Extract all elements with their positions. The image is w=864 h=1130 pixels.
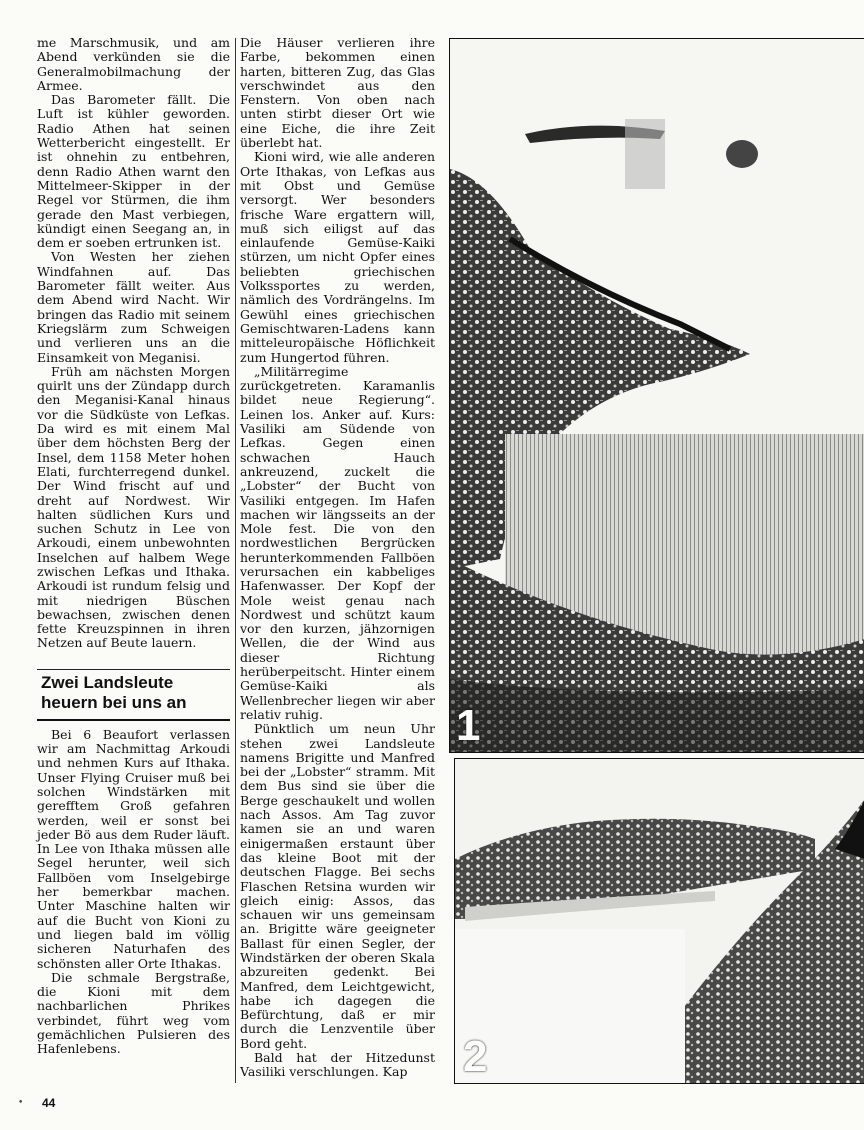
paragraph: Die schmale Bergstraße, die Kioni mit dem nachbarlichen Phrikes verbindet, führt weg vom gemächlichen Pulsieren des Hafenlebens. bbox=[37, 969, 230, 1057]
margin-dot: • bbox=[18, 1098, 24, 1108]
text-column-1 bbox=[37, 36, 230, 1057]
paragraph: Die Häuser verlieren ihre Farbe, bekommen einen harten, bitteren Zug, das Glas verschwindet aus den Fenstern. Von oben nach unten stirbt dieser Ort wie eine Eiche, die ihre Zeit überlebt hat. bbox=[240, 35, 435, 151]
headline-line: heuern bei uns an bbox=[41, 692, 187, 712]
column-rule bbox=[235, 38, 236, 1083]
page-number: 44 bbox=[42, 1096, 56, 1110]
photo-1-image bbox=[450, 39, 864, 752]
photo-number: 1 bbox=[456, 701, 481, 750]
section-headline bbox=[41, 673, 230, 713]
paragraph: „Militärregime zurückgetreten. Karamanlis bildet neue Regierung“. Leinen los. Anker auf. Kurs: Vasiliki am Südende von Lefkas. Gegen einen schwachen Hauch ankreuzend, zuckelt die „Lobster“ der Bucht von Vasiliki entgegen. Im Hafen machen wir längsseits an der Mole fest. Die von den nordwestlichen Bergrücken herunterkommenden Fallböen verursachen ein kabbeliges Hafenwasser. Der Kopf der Mole weist genau nach Nordwest und schützt kaum vor den kurzen, jähzornigen Wellen, die der Wind aus dieser Richtung herüberpeitscht. Hinter einem Gemüse-Kaiki als Wellenbrecher liegen wir aber relativ ruhig. bbox=[240, 363, 435, 722]
paragraph: Pünktlich um neun Uhr stehen zwei Landsleute namens Brigitte und Manfred bei der „Lobster“ stramm. Mit dem Bus sind sie über die Berge geschaukelt und wollen nach Assos. Am Tag zuvor kamen sie an und waren einigermaßen erstaunt über das kleine Boot mit der deutschen Flagge. Bei sechs Flaschen Retsina wurden wir gleich einig: Assos, das schauen wir uns gemeinsam an. Brigitte wäre geeigneter Ballast für einen Segler, der Windstärken der oberen Skala abzureiten gedenkt. Bei Manfred, dem Leichtgewicht, habe ich dagegen die Befürchtung, daß er mir durch die Lenzventile über Bord geht. bbox=[240, 721, 435, 1051]
paragraph: Bei 6 Beaufort verlassen wir am Nachmittag Arkoudi und nehmen Kurs auf Ithaka. Unser Flying Cruiser muß bei solchen Windstärken mit gerefftem Groß gefahren werden, weil er sonst bei jeder Bö aus dem Ruder läuft. In Lee von Ithaka müssen alle Segel herunter, weil sich Fallböen vom Inselgebirge her bemerkbar machen. Unter Maschine halten wir auf die Bucht von Kioni zu und liegen bald im völlig sicheren Naturhafen des schönsten aller Orte Ithakas. bbox=[37, 726, 230, 971]
photo-2-image bbox=[455, 759, 864, 1083]
photo-number: 2 bbox=[463, 1032, 488, 1081]
text-column-2 bbox=[240, 36, 435, 1080]
headline-line: Zwei Landsleute bbox=[41, 672, 174, 692]
photo-coastline-1 bbox=[449, 38, 864, 753]
paragraph: Von Westen her ziehen Windfahnen auf. Das Barometer fällt weiter. Aus dem Abend wird Nacht. Wir bringen das Radio mit seinem Kriegslärm zum Schweigen und verlieren uns an die Einsamkeit von Meganisi. bbox=[37, 249, 230, 365]
photo-coastline-2 bbox=[454, 758, 864, 1084]
paragraph: Das Barometer fällt. Die Luft ist kühler geworden. Radio Athen hat seinen Wetterbericht eingestellt. Er ist ohnehin zu entbehren, denn Radio Athen warnt den Mittelmeer-Skipper in der Regel vor Stürmen, die ihm gerade den Mast verbiegen, kündigt einen Seegang an, in dem er soeben ertrunken ist. bbox=[37, 92, 230, 251]
headline-underline bbox=[37, 719, 230, 721]
paragraph: Kioni wird, wie alle anderen Orte Ithakas, von Lefkas aus mit Obst und Gemüse versorgt. Wer besonders frische Ware ergattern will, muß sich eiligst auf das einlaufende Gemüse-Kaiki stürzen, um nicht Opfer eines beliebten griechischen Volkssportes zu werden, nämlich des Vordrängelns. Im Gewühl eines griechischen Gemischtwaren-Ladens kann mitteleuropäische Höflichkeit zum Hungertod führen. bbox=[240, 149, 435, 365]
section-rule bbox=[37, 669, 230, 670]
paragraph: Früh am nächsten Morgen quirlt uns der Zündapp durch den Meganisi-Kanal hinaus vor die Südküste von Lefkas. Da wird es mit einem Mal über dem höchsten Berg der Insel, dem 1158 Meter hohen Elati, furchterregend dunkel. Der Wind frischt auf und dreht auf Nordwest. Wir halten südlichen Kurs und suchen Schutz in Lee von Arkoudi, einem unbewohnten Inselchen auf halbem Wege zwischen Lefkas und Ithaka. Arkoudi ist rundum felsig und mit niedrigen Büschen bewachsen, zwischen denen fette Kreuzspinnen in ihren Netzen auf Beute lauern. bbox=[37, 363, 230, 651]
paragraph: Bald hat der Hitzedunst Vasiliki verschlungen. Kap bbox=[240, 1050, 435, 1080]
paragraph: me Marschmusik, und am Abend verkünden sie die Generalmobilmachung der Armee. bbox=[37, 35, 230, 93]
